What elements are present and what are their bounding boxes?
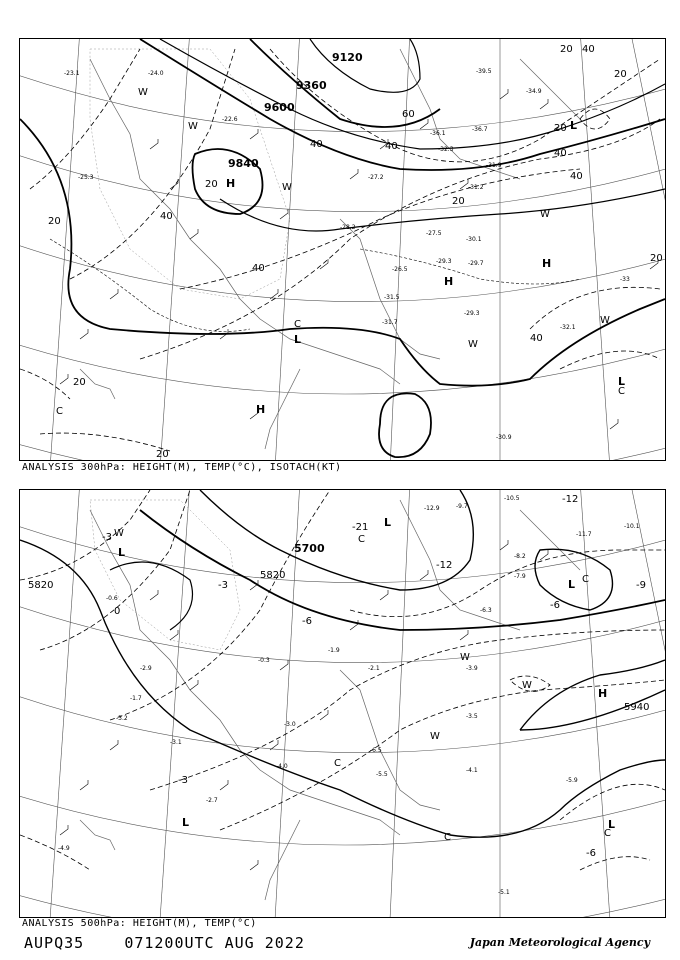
map-500hpa-canvas (20, 490, 665, 917)
warm-mark: W (522, 680, 532, 691)
temperature-value: -30.1 (466, 236, 482, 243)
temperature-value: -0.3 (258, 657, 270, 664)
height-label-300: 9840 (228, 157, 259, 170)
isotherm-label: -6 (550, 600, 560, 611)
map-500hpa-caption: ANALYSIS 500hPa: HEIGHT(M), TEMP(°C) (22, 918, 257, 929)
low-pressure-mark: L (570, 119, 578, 132)
high-pressure-mark: H (542, 257, 552, 270)
coastlines-300 (80, 49, 580, 449)
isotherm-label: -21 (352, 522, 369, 533)
agency-name: Japan Meteorological Agency (469, 936, 650, 949)
high-pressure-mark: H (598, 687, 608, 700)
isotherm-label: C (444, 832, 451, 843)
high-pressure-mark: H (226, 177, 236, 190)
height-label-300: 9360 (296, 79, 327, 92)
warm-mark: W (138, 87, 148, 98)
temperature-value: -3.0 (284, 721, 296, 728)
isotherm-label: -12 (436, 560, 453, 571)
isotach-label: 20 (156, 449, 169, 460)
temperature-value: -22.6 (222, 116, 238, 123)
graticule-500 (20, 490, 665, 917)
temperature-value: -5.1 (498, 889, 510, 896)
temperature-value: -36.7 (472, 126, 488, 133)
temperature-value: -3.1 (170, 739, 182, 746)
height-label-500: 5820 (28, 580, 54, 591)
temperature-value: -4.9 (58, 845, 70, 852)
height-label-500: 5820 (260, 570, 286, 581)
temperature-value: -3.9 (466, 665, 478, 672)
isotherm-label: -3 (178, 775, 188, 786)
temperature-value: -31.2 (468, 184, 484, 191)
map-300hpa-caption: ANALYSIS 300hPa: HEIGHT(M), TEMP(°C), ISOTACH(KT) (22, 462, 342, 473)
isotherms-500 (20, 490, 665, 870)
cold-mark: C (618, 386, 625, 397)
isotach-label: 40 (582, 44, 595, 55)
temperature-value: -30.9 (496, 434, 512, 441)
temperature-value: -29.3 (436, 258, 452, 265)
low-pressure-mark: L (568, 578, 576, 591)
temperature-value: -23.1 (64, 70, 80, 77)
temperature-value: -2.9 (140, 665, 152, 672)
isotherms-300 (50, 239, 580, 332)
low-pressure-mark: L (618, 375, 626, 388)
temperature-value: -8.2 (514, 553, 526, 560)
cold-mark: C (294, 319, 301, 330)
cold-mark: C (604, 828, 611, 839)
temperature-value: -9.7 (456, 503, 468, 510)
isotherm-label: -9 (636, 580, 646, 591)
isotach-label: 20 (73, 377, 86, 388)
temperature-value: -7.9 (514, 573, 526, 580)
product-code: AUPQ35 (24, 934, 85, 952)
temperature-value: -32.3 (438, 146, 454, 153)
isotherm-label: 0 (114, 606, 121, 617)
isotherm-label: -3 (218, 580, 228, 591)
cold-mark: C (582, 574, 589, 585)
temperature-value: -26.5 (392, 266, 408, 273)
isotach-label: 20 (560, 44, 573, 55)
high-pressure-mark: H (444, 275, 454, 288)
temperature-value: -27.5 (426, 230, 442, 237)
temperature-value: -29.3 (464, 310, 480, 317)
isotach-label: 20 (452, 196, 465, 207)
temperature-value: -29.7 (468, 260, 484, 267)
isotherm-label: -12 (562, 494, 579, 505)
isotach-label: 40 (310, 139, 323, 150)
isotach-label: 40 (385, 141, 398, 152)
isotach-label: 20 (48, 216, 61, 227)
hatched-region-500 (90, 500, 240, 650)
warm-mark: W (600, 315, 610, 326)
product-header (24, 934, 305, 952)
isotach-label: 40 (252, 263, 265, 274)
temperature-value: -2.7 (206, 797, 218, 804)
wind-barbs-300 (60, 89, 658, 429)
temperature-value: -27.2 (368, 174, 384, 181)
cold-mark: C (358, 534, 365, 545)
map-300hpa-canvas (20, 39, 665, 460)
high-pressure-mark: H (256, 403, 266, 416)
height-label-300: 9120 (332, 51, 363, 64)
temperature-value: -6.3 (480, 607, 492, 614)
height-label-500: 5700 (294, 542, 325, 555)
isotach-label: 60 (402, 109, 415, 120)
warm-mark: W (430, 731, 440, 742)
isotherm-label: -6 (302, 616, 312, 627)
isotach-label: 20 (554, 123, 567, 134)
temperature-value: -10.5 (504, 495, 520, 502)
temperature-value: -2.1 (368, 665, 380, 672)
isotach-label: 40 (160, 211, 173, 222)
temperature-value: -5.5 (376, 771, 388, 778)
height-contours-500 (20, 490, 665, 837)
temperature-value: -4.0 (276, 763, 288, 770)
temperature-value: -31.7 (382, 319, 398, 326)
temperature-value: -6.5 (370, 747, 382, 754)
temperature-value: -33 (620, 276, 630, 283)
temperature-value: -5.9 (566, 777, 578, 784)
isotach-label: 40 (530, 333, 543, 344)
low-pressure-mark: L (118, 546, 126, 559)
temperature-value: -32.1 (560, 324, 576, 331)
temperature-value: -11.7 (576, 531, 592, 538)
isotherm-label: -6 (586, 848, 596, 859)
temperature-value: -36.1 (430, 130, 446, 137)
cold-mark: C (56, 406, 63, 417)
temperature-value: -1.7 (130, 695, 142, 702)
warm-mark: W (540, 209, 550, 220)
low-pressure-mark: L (608, 818, 616, 831)
map-300hpa (19, 38, 666, 461)
isotach-label: 20 (650, 253, 663, 264)
temperature-value: -24.0 (148, 70, 164, 77)
isotach-label: 20 (205, 179, 218, 190)
height-label-500: 5940 (624, 702, 650, 713)
temperature-value: -4.1 (466, 767, 478, 774)
temperature-value: -34.9 (526, 88, 542, 95)
temperature-value: -3.2 (116, 715, 128, 722)
wind-barbs-500 (60, 540, 548, 870)
map-500hpa (19, 489, 666, 918)
temperature-value: -28.2 (340, 224, 356, 231)
height-label-300: 9600 (264, 101, 295, 114)
warm-mark: W (188, 121, 198, 132)
temperature-value: -10.1 (624, 523, 640, 530)
hatched-region-300 (90, 49, 290, 299)
cold-mark: C (334, 758, 341, 769)
low-pressure-mark: L (384, 516, 392, 529)
warm-mark: W (460, 652, 470, 663)
temperature-value: -25.3 (78, 174, 94, 181)
valid-time: 071200UTC AUG 2022 (124, 934, 305, 952)
isotach-label: 40 (570, 171, 583, 182)
warm-mark: W (282, 182, 292, 193)
temperature-value: -31.5 (384, 294, 400, 301)
graticule-300 (20, 39, 665, 460)
temperature-value: -1.9 (328, 647, 340, 654)
warm-mark: W (468, 339, 478, 350)
isotach-label: 20 (614, 69, 627, 80)
isotach-label: 40 (554, 148, 567, 159)
temperature-value: -31.9 (486, 162, 502, 169)
low-pressure-mark: L (182, 816, 190, 829)
isotherm-label: -3 (102, 532, 112, 543)
warm-mark: W (114, 528, 124, 539)
temperature-value: -0.6 (106, 595, 118, 602)
temperature-value: -3.5 (466, 713, 478, 720)
temperature-value: -39.5 (476, 68, 492, 75)
low-pressure-mark: L (294, 333, 302, 346)
temperature-value: -12.9 (424, 505, 440, 512)
